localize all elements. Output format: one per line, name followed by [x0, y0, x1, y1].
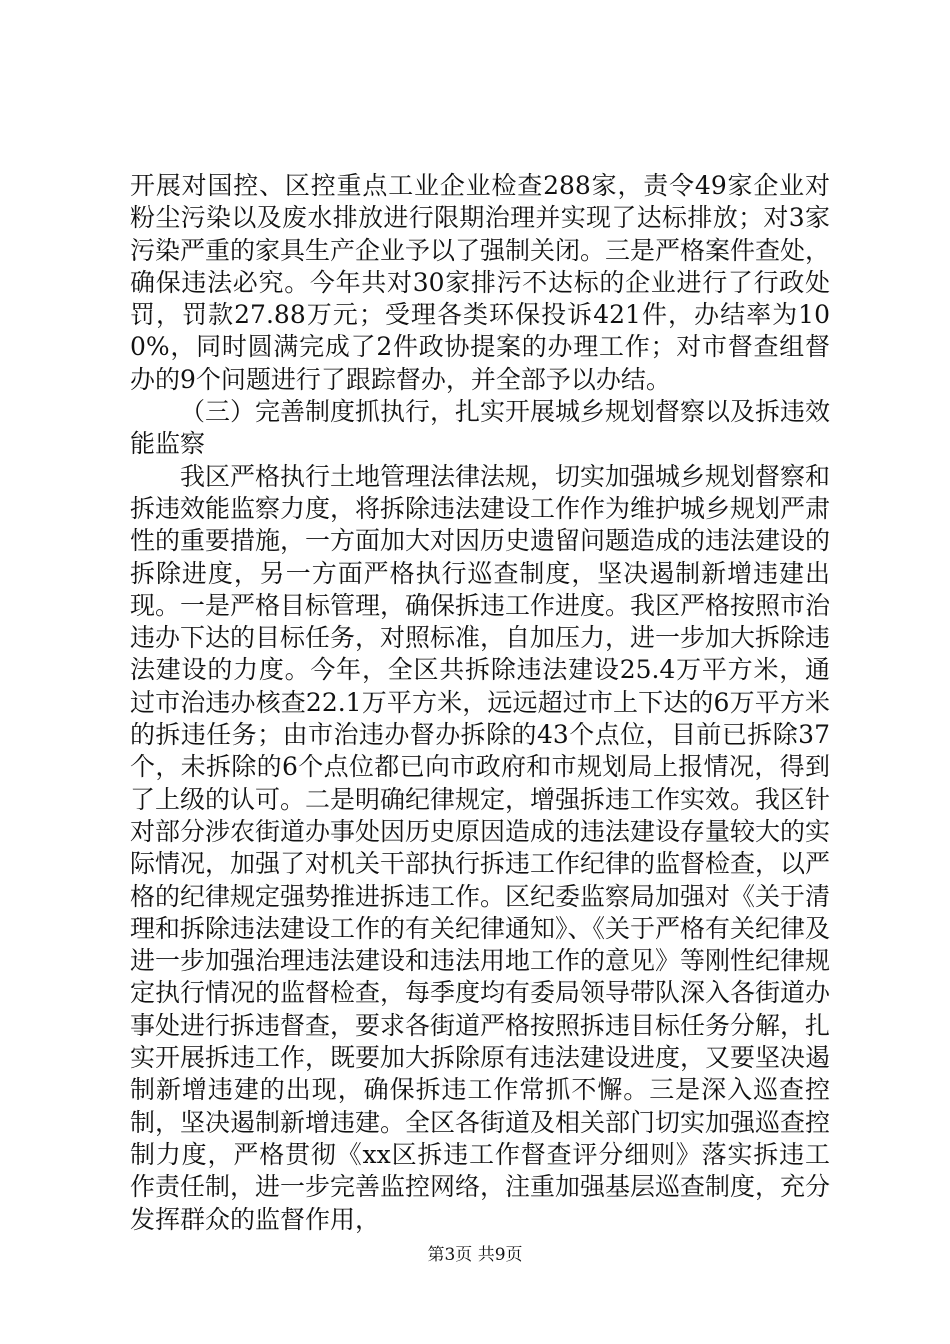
body-paragraph: 我区严格执行土地管理法律法规，切实加强城乡规划督察和拆违效能监察力度，将拆除违法建设工作作为维护城乡规划严肃性的重要措施，一方面加大对因历史遗留问题造成的违法建设的拆除进度，另一方面严格执行巡查制度，坚决遏制新增违建出现。一是严格目标管理，确保拆违工作进度。我区严格按照市治违办下达的目标任务，对照标准，自加压力，进一步加大拆除违法建设的力度。今年，全区共拆除违法建设25.4万平方米，通过市治违办核查22.1万平方米，远远超过市上下达的6万平方米的拆违任务；由市治违办督办拆除的43个点位，目前已拆除37个，未拆除的6个点位都已向市政府和市规划局上报情况，得到了上级的认可。二是明确纪律规定，增强拆违工作实效。我区针对部分涉农街道办事处因历史原因造成的违法建设存量较大的实际情况，加强了对机关干部执行拆违工作纪律的监督检查，以严格的纪律规定强势推进拆违工作。区纪委监察局加强对《关于清理和拆除违法建设工作的有关纪律通知》、《关于严格有关纪律及进一步加强治理违法建设和违法用地工作的意见》等刚性纪律规定执行情况的监督检查，每季度均有委局领导带队深入各街道办事处进行拆违督查，要求各街道严格按照拆违目标任务分解，扎实开展拆违工作，既要加大拆除原有违法建设进度，又要坚决遏制新增违建的出现，确保拆违工作常抓不懈。三是深入巡查控制，坚决遏制新增违建。全区各街道及相关部门切实加强巡查控制力度，严格贯彻《xx区拆违工作督查评分细则》落实拆违工作责任制，进一步完善监控网络，注重加强基层巡查制度，充分发挥群众的监督作用，	[130, 461, 831, 1234]
body-paragraph: 开展对国控、区控重点工业企业检查288家，责令49家企业对粉尘污染以及废水排放进行限期治理并实现了达标排放；对3家污染严重的家具生产企业予以了强制关闭。三是严格案件查处，确保违法必究。今年共对30家排污不达标的企业进行了行政处罚，罚款27.88万元；受理各类环保投诉421件，办结率为100%，同时圆满完成了2件政协提案的办理工作；对市督查组督办的9个问题进行了跟踪督办，并全部予以办结。	[130, 171, 831, 394]
document-body	[130, 170, 830, 1236]
page-footer: 第3页 共9页	[427, 1245, 523, 1265]
section-heading: （三）完善制度抓执行，扎实开展城乡规划督察以及拆违效能监察	[130, 397, 831, 459]
